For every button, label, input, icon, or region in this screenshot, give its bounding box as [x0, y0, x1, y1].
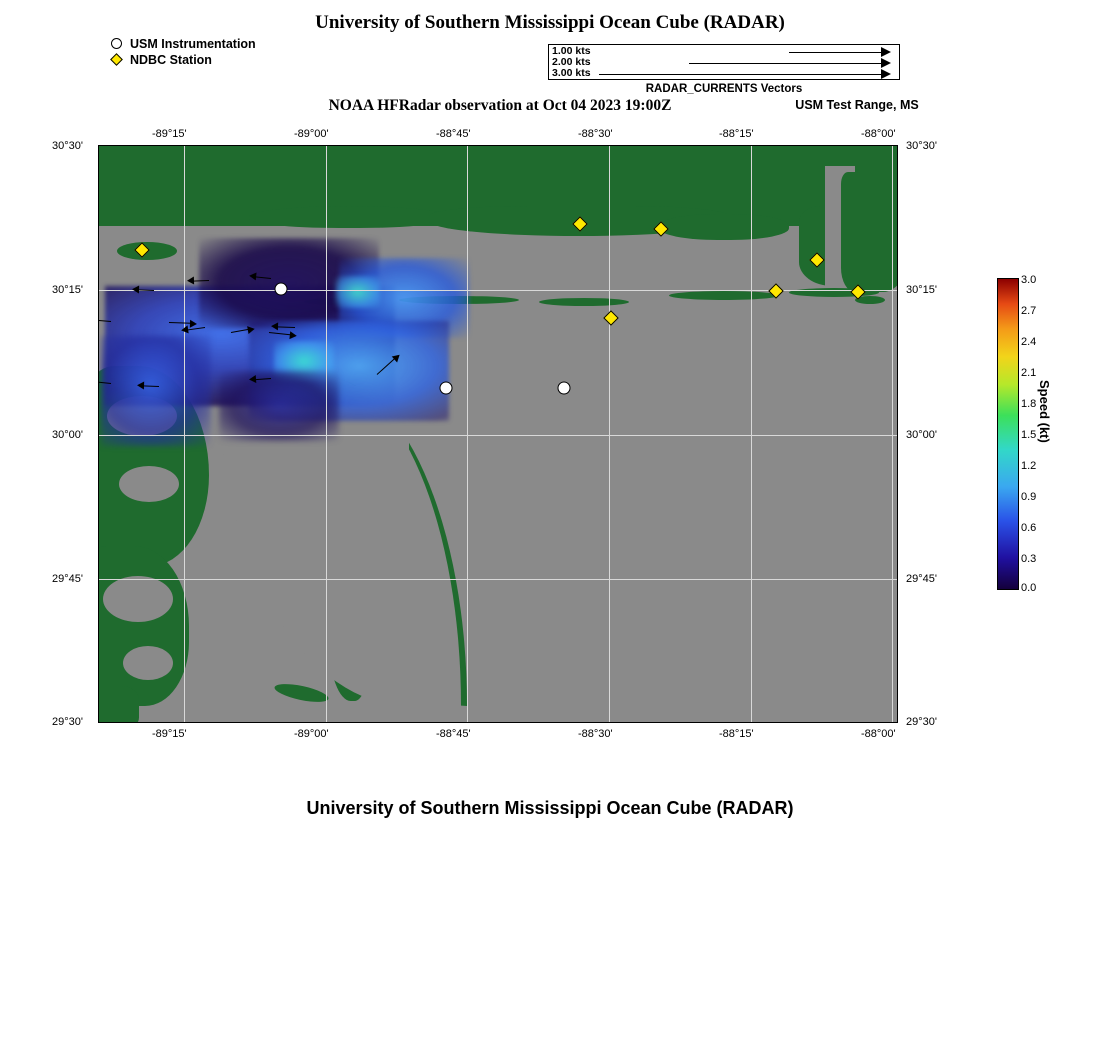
- gridline-lon-88-30: [609, 146, 610, 722]
- axis-label-lon-top: -89°15': [152, 128, 187, 140]
- gridline-lon-88-45: [467, 146, 468, 722]
- water-lagoon-b: [119, 466, 179, 502]
- map-canvas[interactable]: [98, 145, 898, 723]
- colorbar-title: Speed (kt): [1037, 380, 1052, 443]
- colorbar-tick: 0.3: [1021, 553, 1037, 565]
- test-range-label: USM Test Range, MS: [795, 98, 919, 112]
- axis-label-lat-left: 30°00': [52, 429, 83, 441]
- axis-label-lon-bottom: -89°00': [294, 728, 329, 740]
- vector-scale-label-2: 2.00 kts: [552, 56, 591, 68]
- usm-instrumentation-marker[interactable]: [440, 382, 453, 395]
- usm-instrumentation-marker[interactable]: [275, 283, 288, 296]
- axis-label-lon-bottom: -89°15': [152, 728, 187, 740]
- vector-scale-box: [548, 44, 900, 80]
- vector-line-2: [689, 63, 881, 64]
- colorbar-tick: 1.5: [1021, 429, 1037, 441]
- axis-label-lon-bottom: -88°45': [436, 728, 471, 740]
- colorbar-tick: 0.6: [1021, 522, 1037, 534]
- axis-label-lon-top: -88°00': [861, 128, 896, 140]
- axis-label-lat-right: 29°45': [906, 573, 937, 585]
- land-delta-tip: [98, 686, 139, 723]
- symbol-legend: [110, 36, 256, 68]
- colorbar-tick: 2.1: [1021, 367, 1037, 379]
- axis-label-lat-left: 30°30': [52, 140, 83, 152]
- colorbar-tick: 0.9: [1021, 491, 1037, 503]
- vector-scale-caption: RADAR_CURRENTS Vectors: [645, 83, 803, 95]
- axis-label-lon-bottom: -88°30': [578, 728, 613, 740]
- circle-marker-icon: [110, 36, 128, 52]
- radar-field-patch-7: [219, 371, 339, 441]
- axis-label-lon-top: -88°15': [719, 128, 754, 140]
- gridline-lat-30-00: [99, 435, 897, 436]
- usm-instrumentation-marker[interactable]: [558, 382, 571, 395]
- colorbar-tick: 0.0: [1021, 582, 1037, 594]
- axis-label-lon-bottom: -88°15': [719, 728, 754, 740]
- axis-label-lat-left: 29°30': [52, 716, 83, 728]
- vector-arrowhead-1: [881, 47, 891, 57]
- legend-label-usm: USM Instrumentation: [130, 37, 256, 51]
- vector-arrowhead-3: [881, 69, 891, 79]
- legend-label-ndbc: NDBC Station: [130, 53, 212, 67]
- observation-subtitle: NOAA HFRadar observation at Oct 04 2023 19:00Z: [328, 97, 672, 114]
- page-title: University of Southern Mississippi Ocean Cube (RADAR): [315, 12, 785, 33]
- axis-label-lon-top: -89°00': [294, 128, 329, 140]
- diamond-marker-icon: [110, 52, 128, 68]
- gridline-lat-29-45: [99, 579, 897, 580]
- axis-label-lon-bottom: -88°00': [861, 728, 896, 740]
- gridline-lon-89-15: [184, 146, 185, 722]
- gridline-lon-89-00: [326, 146, 327, 722]
- speed-colorbar: [997, 278, 1019, 590]
- axis-label-lat-right: 30°00': [906, 429, 937, 441]
- vector-scale-label-1: 1.00 kts: [552, 45, 591, 57]
- footer-title: University of Southern Mississippi Ocean Cube (RADAR): [306, 798, 794, 818]
- colorbar-tick: 1.2: [1021, 460, 1037, 472]
- vector-line-1: [789, 52, 881, 53]
- land-delta-marsh-lower: [98, 546, 189, 706]
- gridline-lon-88-00: [892, 146, 893, 722]
- vector-scale-label-3: 3.00 kts: [552, 67, 591, 79]
- axis-label-lon-top: -88°45': [436, 128, 471, 140]
- axis-label-lat-right: 30°15': [906, 284, 937, 296]
- gridline-lon-88-15: [751, 146, 752, 722]
- axis-label-lat-right: 30°30': [906, 140, 937, 152]
- colorbar-tick: 2.4: [1021, 336, 1037, 348]
- island-dauphin: [669, 291, 779, 300]
- legend-item-ndbc: [110, 52, 256, 68]
- colorbar-tick: 3.0: [1021, 274, 1037, 286]
- water-lagoon-d: [123, 646, 173, 680]
- radar-field-patch-6: [335, 276, 380, 308]
- land-coast-bulge-west: [249, 206, 449, 228]
- colorbar-tick: 1.8: [1021, 398, 1037, 410]
- vector-scale-row-3: [549, 68, 899, 80]
- ndbc-station-marker[interactable]: [603, 310, 619, 326]
- axis-label-lat-left: 29°45': [52, 573, 83, 585]
- colorbar-tick: 2.7: [1021, 305, 1037, 317]
- axis-label-lat-right: 29°30': [906, 716, 937, 728]
- legend-item-usm: [110, 36, 256, 52]
- radar-field-patch-8: [101, 336, 211, 446]
- island-petit-bois: [539, 298, 629, 306]
- land-bay-indent: [659, 214, 789, 240]
- vector-arrowhead-2: [881, 58, 891, 68]
- axis-label-lat-left: 30°15': [52, 284, 83, 296]
- vector-line-3: [599, 74, 881, 75]
- land-far-east-strip: [841, 172, 898, 292]
- axis-label-lon-top: -88°30': [578, 128, 613, 140]
- land-chandeleur-tip: [273, 680, 330, 705]
- water-lagoon-c: [103, 576, 173, 622]
